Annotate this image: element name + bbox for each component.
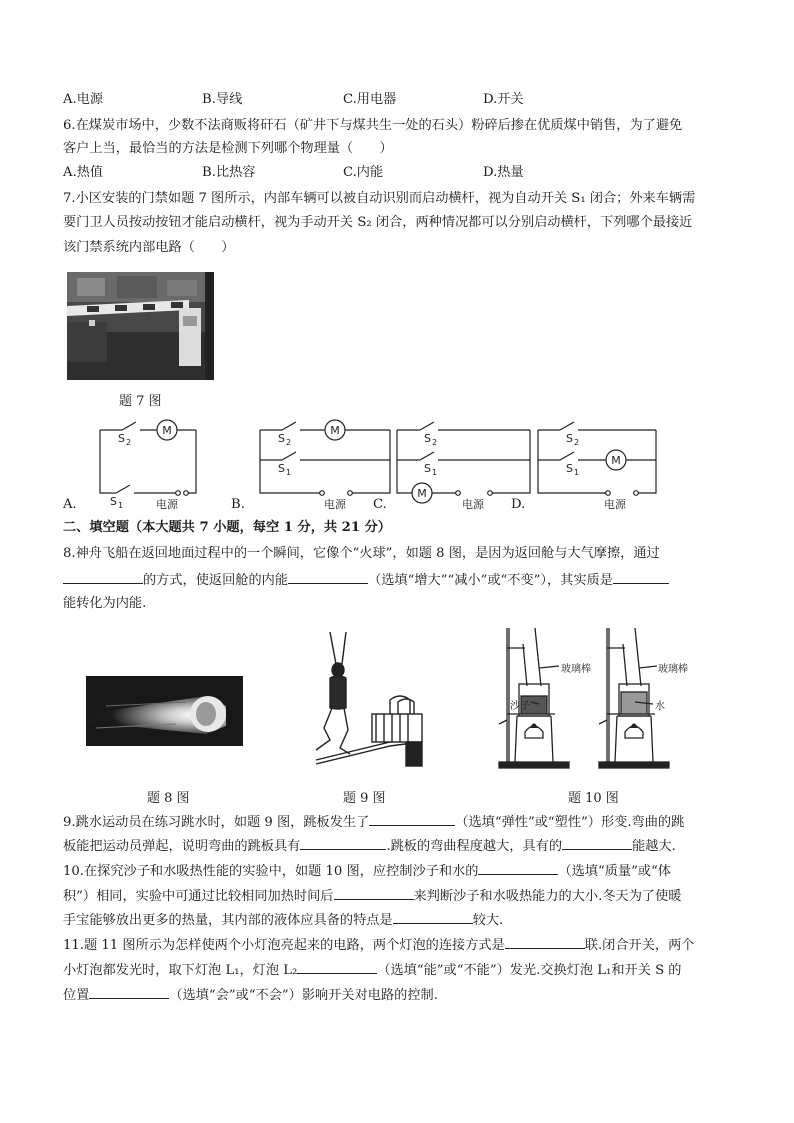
svg-text:M: M (417, 487, 427, 500)
svg-text:2: 2 (126, 438, 132, 447)
q11-text-line3: 位置 （选填“会”或“不会”）影响开关对电路的控制. (63, 985, 438, 1005)
fig10-caption: 题 10 图 (568, 791, 619, 806)
q11-blank-1[interactable] (505, 935, 585, 949)
svg-text:M: M (611, 454, 621, 467)
q6-option-c: C.内能 (343, 165, 384, 180)
svg-text:1: 1 (118, 501, 124, 510)
fig9-diver-drawing (310, 630, 425, 768)
fig8-caption: 题 8 图 (147, 791, 190, 806)
q7-gate-photo (67, 272, 214, 380)
q5-option-c: C.用电器 (343, 92, 397, 107)
q7-text-line2: 要门卫人员按动按钮才能启动横杆，视为手动开关 S₂ 闭合，两种情况都可以分别启动横杆，下列哪个最接近 (63, 215, 693, 230)
q7-text-line1: 7.小区安装的门禁如题 7 图所示，内部车辆可以被自动识别而启动横杆，视为自动开关 S₁ 闭合；外来车辆需 (63, 191, 696, 206)
q11-blank-3[interactable] (89, 985, 169, 999)
svg-text:2: 2 (286, 438, 292, 447)
q7-option-b: B. (231, 497, 245, 512)
q11-text-line2: 小灯泡都发光时，取下灯泡 L₁，灯泡 L₂ （选填“能”或“不能”）发光.交换灯泡 L₁和开关 S 的 (63, 960, 681, 980)
q11-blank-2[interactable] (297, 960, 377, 974)
svg-text:电源: 电源 (462, 498, 484, 511)
q9-blank-2[interactable] (300, 836, 386, 850)
svg-text:S: S (278, 462, 285, 475)
q10-text-line2: 积”）相同，实验中可通过比较相同加热时间后 来判断沙子和水吸热能力的大小.冬天为了使暖 (63, 886, 681, 906)
q10-text-line3: 手宝能够放出更多的热量，其内部的液体应具备的特点是 较大. (63, 910, 503, 930)
q7-option-d: D. (511, 497, 526, 512)
q7-option-a: A. (63, 497, 77, 512)
section2-title: 二、填空题（本大题共 7 小题，每空 1 分，共 21 分） (63, 520, 391, 535)
q9-text-line2: 板能把运动员弹起，说明弯曲的跳板具有 .跳板的弯曲程度越大，具有的 能越大. (63, 836, 676, 856)
svg-text:电源: 电源 (604, 498, 626, 511)
svg-text:1: 1 (432, 468, 438, 477)
q10-blank-1[interactable] (478, 861, 558, 875)
q7-text-line3: 该门禁系统内部电路（ ） (63, 240, 235, 255)
q9-text-line1: 9.跳水运动员在练习跳水时，如题 9 图，跳板发生了 （选填“弹性”或“塑性”）形变.弯曲的跳 (63, 812, 684, 832)
svg-text:电源: 电源 (324, 498, 346, 511)
q6-text-line1: 6.在煤炭市场中，少数不法商贩将矸石（矿井下与煤共生一处的石头）粉碎后掺在优质煤中销售，为了避免 (63, 118, 683, 133)
q6-text-line2: 客户上当，最恰当的方法是检测下列哪个物理量（ ） (63, 141, 393, 156)
q9-blank-3[interactable] (562, 836, 632, 850)
q6-option-d: D.热量 (483, 165, 524, 180)
svg-text:S: S (278, 432, 285, 445)
svg-text:1: 1 (574, 468, 580, 477)
svg-text:电源: 电源 (156, 498, 178, 511)
svg-text:S: S (424, 462, 431, 475)
q6-option-b: B.比热容 (202, 165, 256, 180)
svg-text:S: S (566, 432, 573, 445)
svg-text:1: 1 (286, 468, 292, 477)
svg-text:S: S (566, 462, 573, 475)
fig8-fireball-photo (86, 676, 243, 746)
svg-text:M: M (162, 424, 172, 437)
q9-blank-1[interactable] (369, 812, 455, 826)
q5-option-a: A.电源 (63, 92, 104, 107)
q7-circuit-options (60, 410, 760, 514)
fig9-caption: 题 9 图 (343, 791, 386, 806)
svg-text:S: S (424, 432, 431, 445)
svg-text:M: M (330, 424, 340, 437)
q10-text-line1: 10.在探究沙子和水吸热性能的实验中，如题 10 图，应控制沙子和水的 （选填“质量”或“体 (63, 861, 671, 881)
q8-blank-1[interactable] (63, 570, 143, 584)
q7-option-c: C. (373, 497, 387, 512)
fig10-sand-label: 沙子 (510, 701, 530, 712)
q8-blank-2[interactable] (288, 570, 368, 584)
q5-option-d: D.开关 (483, 92, 524, 107)
q10-blank-2[interactable] (334, 886, 414, 900)
svg-text:2: 2 (432, 438, 438, 447)
fig10-water-label: 水 (655, 701, 665, 712)
q8-text-line1: 8.神舟飞船在返回地面过程中的一个瞬间，它像个“火球”，如题 8 图，是因为返回舱与大气摩擦，通过 (63, 546, 660, 561)
fig10-glass-rod-label-left: 玻璃棒 (561, 664, 591, 675)
q11-text-line1: 11.题 11 图所示为怎样使两个小灯泡亮起来的电路，两个灯泡的连接方式是 联.闭合开关，两个 (63, 935, 694, 955)
q10-blank-3[interactable] (393, 910, 473, 924)
svg-text:S: S (110, 495, 117, 508)
q8-text-line2: 的方式，使返回舱的内能 （选填“增大”“减小”或“不变”），其实质是 (63, 570, 669, 590)
q7-figure-caption: 题 7 图 (119, 394, 162, 409)
svg-text:2: 2 (574, 438, 580, 447)
q6-option-a: A.热值 (63, 165, 104, 180)
q8-text-line3: 能转化为内能. (63, 596, 147, 611)
q8-blank-3[interactable] (613, 570, 669, 584)
fig10-glass-rod-label-right: 玻璃棒 (658, 664, 688, 675)
svg-text:S: S (118, 432, 125, 445)
q5-option-b: B.导线 (202, 92, 243, 107)
